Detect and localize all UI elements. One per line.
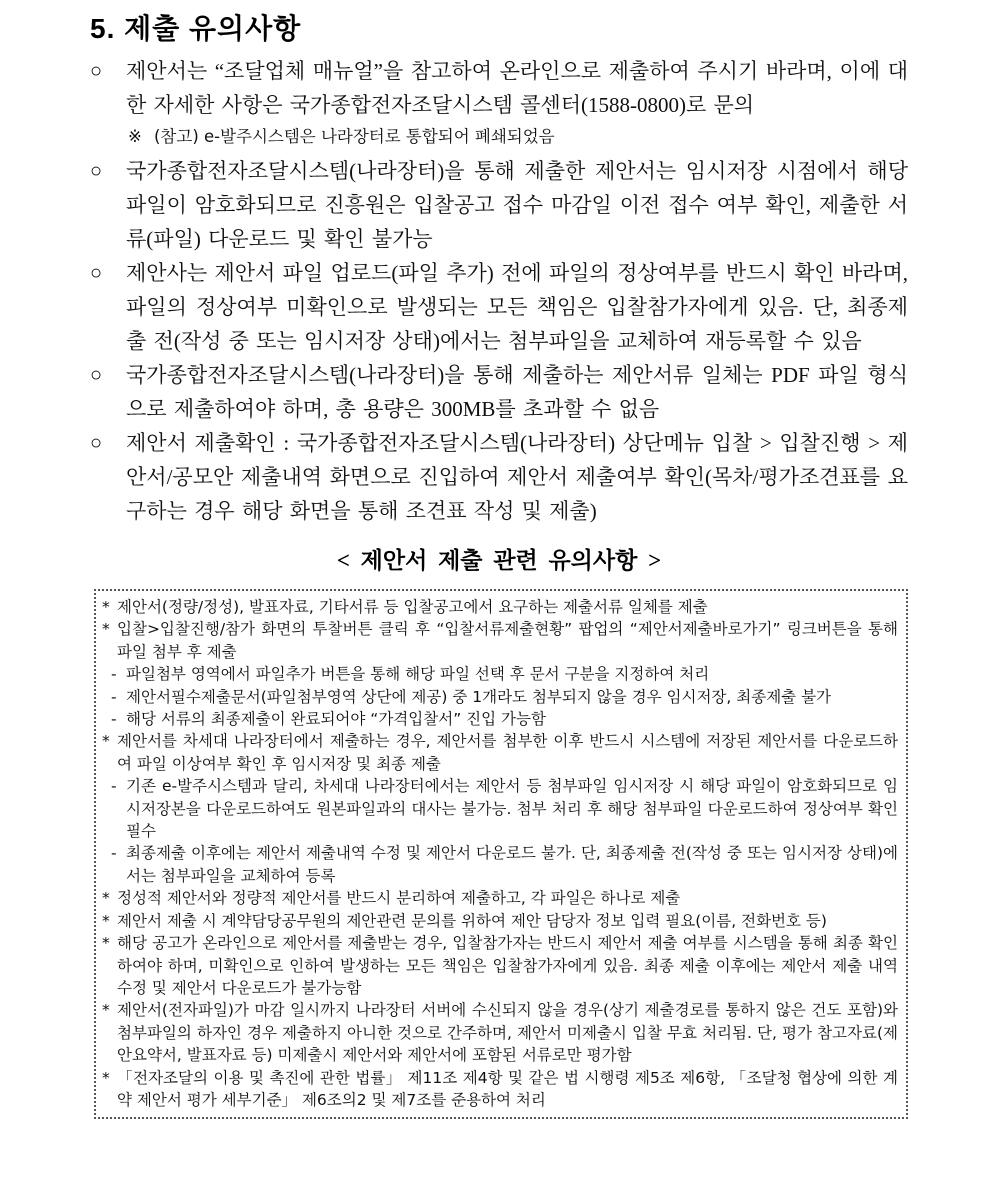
notice-item-text: 제안서(정량/정성), 발표자료, 기타서류 등 입찰공고에서 요구하는 제출서류 일체를 제출	[117, 598, 708, 616]
asterisk-bullet-icon: *	[102, 620, 110, 639]
notice-item-1	[102, 596, 898, 618]
notice-item-text: 입찰>입찰진행/참가 화면의 투찰버튼 클릭 후 “입찰서류제출현황” 팝업의 “제안서제출바로가기” 링크버튼을 통해 파일 첨부 후 제출	[117, 620, 898, 661]
notice-item-3	[102, 730, 898, 775]
notice-item-text: 제안서 제출 시 계약담당공무원의 제안관련 문의를 위하여 제안 담당자 정보 입력 필요(이름, 전화번호 등)	[117, 911, 827, 930]
reference-mark-icon: ※	[128, 127, 142, 146]
reference-note-text: (참고) e-발주시스템은 나라장터로 통합되어 폐쇄되었음	[154, 127, 555, 146]
bullet-item-3	[90, 256, 908, 358]
notice-subitem-1	[102, 663, 898, 685]
asterisk-bullet-icon: *	[102, 1068, 110, 1087]
bullet-text: 국가종합전자조달시스템(나라장터)을 통해 제출하는 제안서류 일체는 PDF 파일 형식으로 제출하여야 하며, 총 용량은 300MB를 초과할 수 없음	[126, 363, 908, 421]
bullet-item-4	[90, 358, 908, 426]
bullet-text: 제안사는 제안서 파일 업로드(파일 추가) 전에 파일의 정상여부를 반드시 확인 바라며, 파일의 정상여부 미확인으로 발생되는 모든 책임은 입찰참가자에게 있음. 단, 최종제출 전(작성 중 또는 임시저장 상태)에서는 첨부파일을 교체하여 재등록할 수 있음	[126, 261, 908, 353]
notice-item-text: 제안서필수제출문서(파일첨부영역 상단에 제공) 중 1개라도 첨부되지 않을 경우 임시저장, 최종제출 불가	[126, 687, 832, 706]
notice-item-4	[102, 887, 898, 909]
notice-subitem-4	[102, 775, 898, 842]
notice-item-text: 「전자조달의 이용 및 촉진에 관한 법률」 제11조 제4항 및 같은 법 시행령 제5조 제6항, 「조달청 협상에 의한 계약 제안서 평가 세부기준」 제6조의2 및 제7조를 준용하여 처리	[117, 1068, 898, 1109]
bullet-item-1	[90, 54, 908, 122]
asterisk-bullet-icon: *	[102, 732, 110, 751]
asterisk-bullet-icon: *	[102, 889, 110, 908]
bullet-item-2	[90, 154, 908, 256]
notice-item-text: 제안서(전자파일)가 마감 일시까지 나라장터 서버에 수신되지 않을 경우(상기 제출경로를 통하지 않은 건도 포함)와 첨부파일의 하자인 경우 제출하지 아니한 것으로 간주하며, 제안서 미제출시 입찰 무효 처리됨. 단, 평가 참고자료(제안요약서, 발표자료 등) 미제출시 제안서와 제안서에 포함된 서류로만 평가함	[117, 1001, 898, 1065]
notice-item-text: 기존 e-발주시스템과 달리, 차세대 나라장터에서는 제안서 등 첨부파일 임시저장 시 해당 파일이 암호화되므로 임시저장본을 다운로드하여도 원본파일과의 대사는 불가능. 첨부 처리 후 해당 첨부파일 다운로드하여 정상여부 확인 필수	[126, 777, 898, 841]
notice-item-text: 최종제출 이후에는 제안서 제출내역 수정 및 제안서 다운로드 불가. 단, 최종제출 전(작성 중 또는 임시저장 상태)에서는 첨부파일을 교체하여 등록	[126, 844, 898, 885]
page-title: 5. 제출 유의사항	[90, 13, 302, 44]
circle-bullet-icon: ○	[90, 60, 103, 82]
notice-item-8	[102, 1067, 898, 1112]
dash-bullet-icon: -	[111, 687, 117, 706]
circle-bullet-icon: ○	[90, 160, 103, 182]
notice-item-2	[102, 618, 898, 663]
notice-item-text: 파일첨부 영역에서 파일추가 버튼을 통해 해당 파일 선택 후 문서 구분을 지정하여 처리	[126, 665, 710, 684]
reference-note	[128, 123, 908, 151]
asterisk-bullet-icon: *	[102, 1001, 110, 1020]
notice-item-text: 해당 서류의 최종제출이 완료되어야 “가격입찰서” 진입 가능함	[126, 710, 546, 729]
notice-item-6	[102, 932, 898, 999]
asterisk-bullet-icon: *	[102, 598, 110, 616]
notice-item-text: 제안서를 차세대 나라장터에서 제출하는 경우, 제안서를 첨부한 이후 반드시 시스템에 저장된 제안서를 다운로드하여 파일 이상여부 확인 후 임시저장 및 최종 제출	[117, 732, 898, 773]
dash-bullet-icon: -	[111, 844, 117, 863]
notice-item-text: 정성적 제안서와 정량적 제안서를 반드시 분리하여 제출하고, 각 파일은 하나로 제출	[117, 889, 681, 908]
bullet-text: 제안서 제출확인 : 국가종합전자조달시스템(나라장터) 상단메뉴 입찰 > 입찰진행 > 제안서/공모안 제출내역 화면으로 진입하여 제안서 제출여부 확인(목차/평가조견표를 요구하는 경우 해당 화면을 통해 조견표 작성 및 제출)	[126, 431, 908, 523]
notice-box-title: < 제안서 제출 관련 유의사항 >	[336, 548, 662, 573]
bullet-text: 제안서는 “조달업체 매뉴얼”을 참고하여 온라인으로 제출하여 주시기 바라며, 이에 대한 자세한 사항은 국가종합전자조달시스템 콜센터(1588-0800)로 문의	[126, 59, 908, 117]
notice-item-text: 해당 공고가 온라인으로 제안서를 제출받는 경우, 입찰참가자는 반드시 제안서 제출 여부를 시스템을 통해 최종 확인하여야 하며, 미확인으로 인하여 발생하는 모든 책임은 입찰참가자에게 있음. 최종 제출 이후에는 제안서 제출 내역 수정 및 제안서 다운로드가 불가능함	[117, 934, 898, 997]
dash-bullet-icon: -	[111, 665, 117, 684]
circle-bullet-icon: ○	[90, 432, 103, 454]
bullet-item-5	[90, 426, 908, 528]
notice-box	[94, 589, 908, 1119]
asterisk-bullet-icon: *	[102, 911, 110, 930]
notice-subitem-2	[102, 686, 898, 708]
dash-bullet-icon: -	[111, 710, 117, 729]
asterisk-bullet-icon: *	[102, 934, 110, 953]
notice-subitem-5	[102, 842, 898, 887]
circle-bullet-icon: ○	[90, 364, 103, 386]
notice-item-5	[102, 910, 898, 932]
notice-item-7	[102, 999, 898, 1066]
bullet-text: 국가종합전자조달시스템(나라장터)을 통해 제출한 제안서는 임시저장 시점에서 해당 파일이 암호화되므로 진흥원은 입찰공고 접수 마감일 이전 접수 여부 확인, 제출한 서류(파일) 다운로드 및 확인 불가능	[126, 159, 908, 251]
notice-subitem-3	[102, 708, 898, 730]
dash-bullet-icon: -	[111, 777, 117, 796]
circle-bullet-icon: ○	[90, 262, 103, 284]
